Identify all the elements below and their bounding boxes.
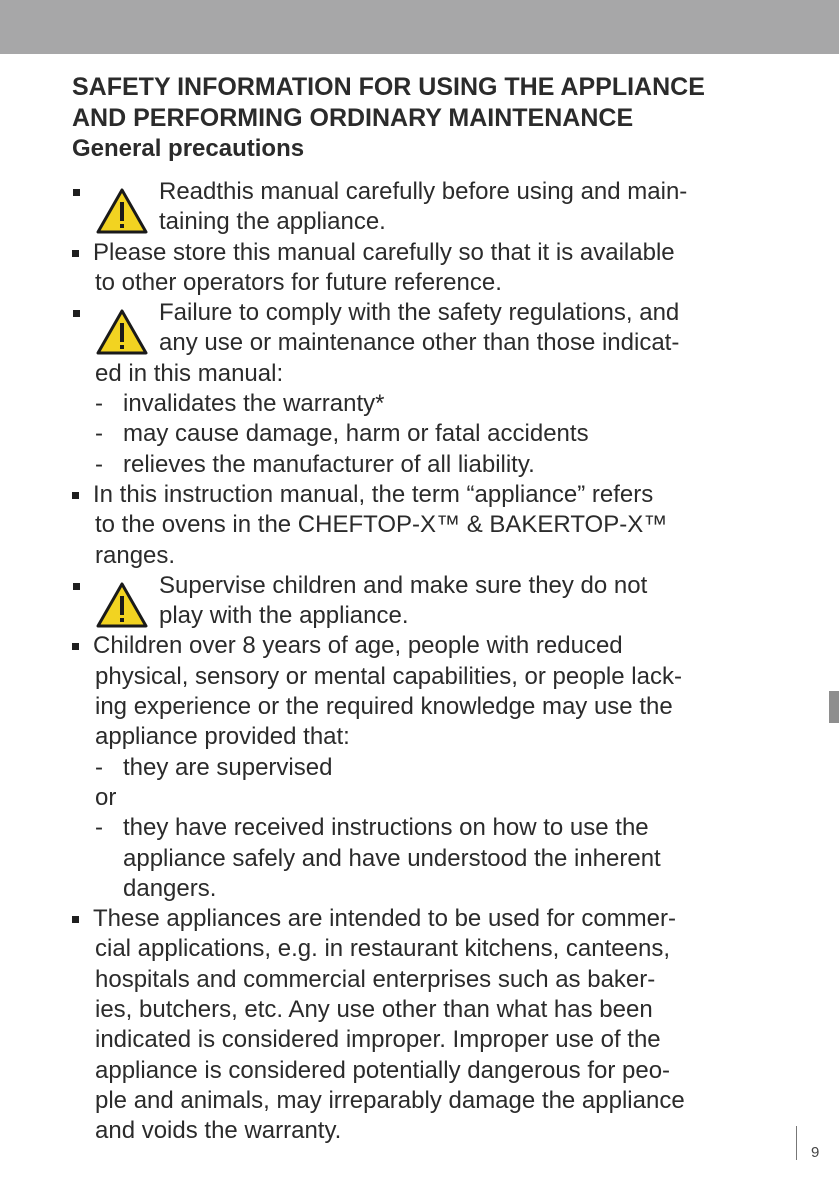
bullet-square	[73, 189, 80, 196]
text-line: In this instruction manual, the term “appliance” refers	[93, 480, 654, 508]
list-item-read-manual	[72, 177, 772, 238]
list-item-children-over-8	[72, 631, 772, 904]
text-line: These appliances are intended to be used for commer-	[93, 905, 676, 933]
text-line: physical, sensory or mental capabilities, or people lack-	[95, 662, 682, 690]
text-line: Please store this manual carefully so that it is available	[93, 238, 675, 266]
text-line: any use or maintenance other than those indicat-	[159, 329, 680, 357]
side-section-tab	[829, 691, 839, 723]
bullet-square	[73, 310, 80, 317]
text-line: cial applications, e.g. in restaurant kitchens, canteens,	[95, 935, 670, 963]
list-item-commercial-use	[72, 904, 772, 1146]
or-text: or	[95, 783, 117, 811]
text-line: indicated is considered improper. Improper use of the	[95, 1026, 661, 1054]
sub-item-warranty: - invalidates the warranty*	[95, 390, 385, 418]
subsection-title: General precautions	[72, 135, 305, 162]
warning-triangle-icon	[95, 187, 149, 235]
text-line: ple and animals, may irreparably damage the appliance	[95, 1086, 685, 1114]
list-item-failure-to-comply	[72, 298, 772, 359]
sub-item-damage: - may cause damage, harm or fatal accidents	[95, 420, 589, 448]
text-line: appliance is considered potentially dangerous for peo-	[95, 1056, 671, 1084]
page-content	[72, 72, 772, 1147]
bullet-square	[73, 583, 80, 590]
text-line: to other operators for future reference.	[95, 268, 502, 296]
text-line: hospitals and commercial enterprises such as baker-	[95, 965, 656, 993]
text-line: taining the appliance.	[159, 208, 386, 236]
sub-item-supervised: - they are supervised	[95, 753, 333, 781]
text-line: ed in this manual:	[95, 359, 284, 387]
text-line: Failure to comply with the safety regulations, and	[159, 299, 680, 327]
text-line: dangers.	[123, 874, 217, 902]
text-line: to the ovens in the CHEFTOP-X™ & BAKERTOP-X™	[95, 511, 668, 539]
page-number: 9	[811, 1144, 820, 1161]
bullet-square	[72, 916, 79, 923]
section-title-line-2: AND PERFORMING ORDINARY MAINTENANCE	[72, 104, 634, 132]
bullet-square	[72, 643, 79, 650]
list-item-store-manual	[72, 238, 772, 299]
list-item-term-appliance	[72, 480, 772, 571]
text-line: appliance safely and have understood the inherent	[123, 844, 661, 872]
page-number-divider	[796, 1126, 797, 1160]
sub-item-instructions: - they have received instructions on how to use the	[95, 814, 649, 842]
warning-triangle-icon	[95, 308, 149, 356]
text-line: Supervise children and make sure they do not	[159, 571, 648, 599]
text-line: appliance provided that:	[95, 723, 350, 751]
bullet-square	[72, 492, 79, 499]
text-line: ing experience or the required knowledge may use the	[95, 693, 673, 721]
text-line: Children over 8 years of age, people with reduced	[93, 632, 623, 660]
text-line: ies, butchers, etc. Any use other than what has been	[95, 996, 653, 1024]
text-line: play with the appliance.	[159, 602, 409, 630]
section-title-line-1: SAFETY INFORMATION FOR USING THE APPLIANCE	[72, 73, 705, 101]
text-line: and voids the warranty.	[95, 1117, 342, 1145]
text-line: Readthis manual carefully before using and main-	[159, 178, 688, 205]
top-header-band	[0, 0, 839, 54]
bullet-square	[72, 250, 79, 257]
warning-triangle-icon	[95, 581, 149, 629]
sub-item-liability: - relieves the manufacturer of all liability.	[95, 450, 535, 478]
list-item-supervise-children	[72, 571, 772, 632]
text-line: ranges.	[95, 541, 176, 569]
